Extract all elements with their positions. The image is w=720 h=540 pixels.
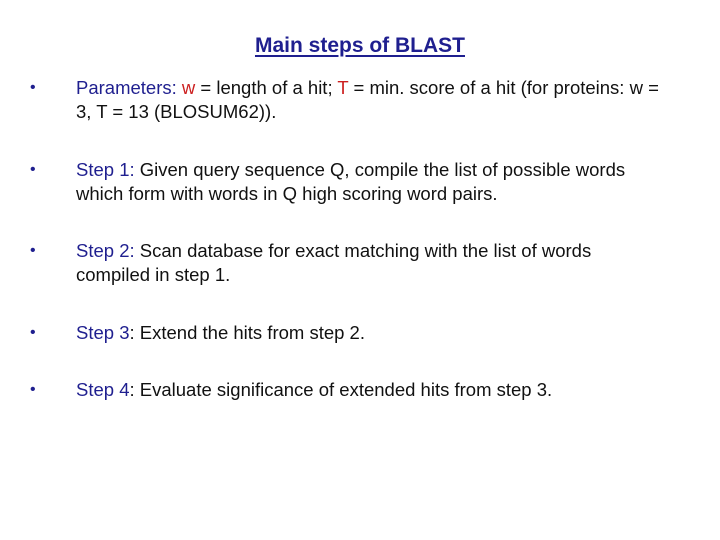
- param-t: T: [337, 77, 349, 98]
- label-parameters: Parameters:: [76, 77, 182, 98]
- param-w-definition: = length of a hit;: [195, 77, 338, 98]
- label-step-4: Step 4: [76, 379, 130, 400]
- bullet-icon: •: [30, 79, 36, 96]
- step-4-description: : Evaluate significance of extended hits from step 3.: [129, 379, 553, 400]
- bullet-icon: •: [30, 381, 36, 398]
- slide-title: Main steps of BLAST: [254, 34, 465, 57]
- label-step-1: Step 1:: [76, 159, 140, 180]
- bullet-text: [76, 76, 666, 124]
- bullet-item-step-4: [30, 378, 670, 402]
- bullet-text: [76, 321, 666, 345]
- bullet-text: [76, 239, 666, 287]
- label-step-3: Step 3: [76, 322, 130, 343]
- bullet-icon: •: [30, 161, 36, 178]
- bullet-text: [76, 158, 666, 206]
- bullet-item-step-3: [30, 321, 670, 345]
- step-1-description: Given query sequence Q, compile the list of possible words which form with words in Q high scoring word pairs.: [76, 159, 626, 204]
- bullet-item-parameters: [30, 76, 670, 124]
- bullet-icon: •: [30, 242, 36, 259]
- bullet-item-step-1: [30, 158, 670, 206]
- label-step-2: Step 2:: [76, 240, 140, 261]
- param-w: w: [181, 77, 196, 98]
- step-2-description: Scan database for exact matching with the list of words compiled in step 1.: [76, 240, 592, 285]
- step-3-description: : Extend the hits from step 2.: [129, 322, 365, 343]
- param-t-definition: = min. score of a hit (for proteins: w = 3, T = 13 (BLOSUM62)).: [76, 77, 659, 122]
- bullet-item-step-2: [30, 239, 670, 287]
- bullet-icon: •: [30, 324, 36, 341]
- bullet-text: [76, 378, 666, 402]
